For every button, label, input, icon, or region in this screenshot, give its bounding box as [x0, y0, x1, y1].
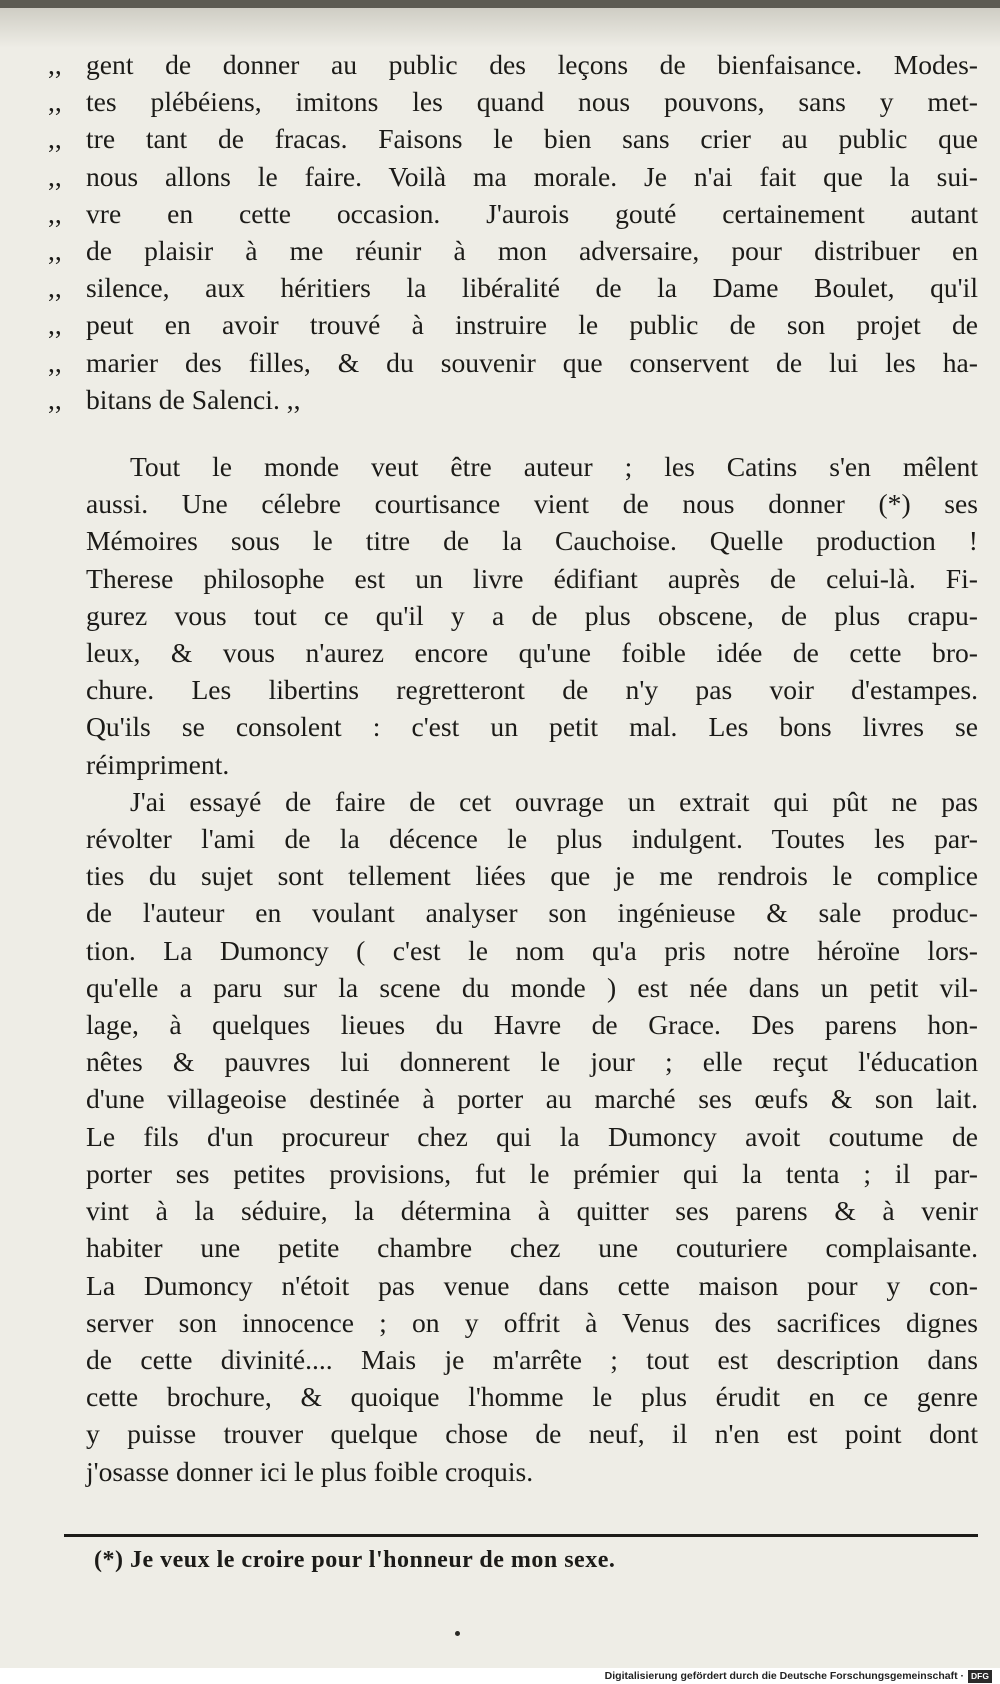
text-line: qu'elle a paru sur la scene du monde ) est née dans un petit vil-: [86, 971, 978, 1003]
quote-mark: ,,: [48, 86, 62, 118]
quote-line: [48, 83, 978, 120]
quote-line-text: de plaisir à me réunir à mon adversaire, pour distribuer en: [86, 235, 978, 267]
text-line: de cette divinité.... Mais je m'arrête ; tout est description dans: [86, 1343, 978, 1375]
quote-line-text: tre tant de fracas. Faisons le bien sans crier au public que: [86, 123, 978, 155]
footnote-rule: [64, 1534, 978, 1537]
quote-line: [48, 344, 978, 381]
paragraph-catins: [48, 448, 978, 783]
text-line: aussi. Une célebre courtisance vient de nous donner (*) ses: [86, 488, 978, 520]
quote-line: [48, 306, 978, 343]
quotation-block: [48, 46, 978, 418]
quote-mark: ,,: [48, 309, 62, 341]
quote-line-text: nous allons le faire. Voilà ma morale. Je n'ai fait que la sui-: [86, 160, 978, 192]
credit-text: Digitalisierung gefördert durch die Deutsche Forschungsgemeinschaft ·: [604, 1670, 965, 1682]
text-line: habiter une petite chambre chez une couturiere complaisante.: [86, 1232, 978, 1264]
text-line: tion. La Dumoncy ( c'est le nom qu'a pris notre héroïne lors-: [86, 934, 978, 966]
text-line: La Dumoncy n'étoit pas venue dans cette maison pour y con-: [86, 1269, 978, 1301]
quote-line: [48, 381, 978, 418]
text-line: gurez vous tout ce qu'il y a de plus obscene, de plus crapu-: [86, 599, 978, 631]
text-line: chure. Les libertins regretteront de n'y pas voir d'estampes.: [86, 674, 978, 706]
text-line: Le fils d'un procureur chez qui la Dumoncy avoit coutume de: [86, 1120, 978, 1152]
quote-mark: ,,: [48, 272, 62, 304]
text-line: d'une villageoise destinée à porter au marché ses œufs & son lait.: [86, 1083, 978, 1115]
page-body: [48, 46, 978, 1490]
text-line: Qu'ils se consolent : c'est un petit mal. Les bons livres se: [86, 711, 978, 743]
text-line: Mémoires sous le titre de la Cauchoise. Quelle production !: [86, 525, 978, 557]
text-line: server son innocence ; on y offrit à Venus des sacrifices dignes: [86, 1306, 978, 1338]
text-line: leux, & vous n'aurez encore qu'une foible idée de cette bro-: [86, 637, 978, 669]
text-line: Tout le monde veut être auteur ; les Catins s'en mêlent: [130, 451, 978, 483]
quote-mark: ,,: [48, 383, 62, 415]
footnote: (*) Je veux le croire pour l'honneur de mon sexe.: [94, 1547, 616, 1573]
text-line: de l'auteur en voulant analyser son ingénieuse & sale produc-: [86, 897, 978, 929]
text-line: j'osasse donner ici le plus foible croquis.: [86, 1455, 534, 1487]
quote-line-text: bitans de Salenci. ,,: [86, 383, 301, 415]
quote-line-text: gent de donner au public des leçons de bienfaisance. Modes-: [86, 49, 978, 80]
text-line: vint à la séduire, la détermina à quitter ses parens & à venir: [86, 1195, 978, 1227]
text-line: réimpriment.: [86, 748, 230, 780]
printer-mark-dot: [455, 1631, 460, 1636]
text-line: y puisse trouver quelque chose de neuf, il n'en est point dont: [86, 1418, 978, 1450]
text-line: J'ai essayé de faire de cet ouvrage un extrait qui pût ne pas: [130, 785, 978, 817]
quote-mark: ,,: [48, 160, 62, 192]
quote-mark: ,,: [48, 123, 62, 155]
quote-line-text: peut en avoir trouvé à instruire le public de son projet de: [86, 309, 978, 341]
text-line: cette brochure, & quoique l'homme le plus érudit en ce genre: [86, 1381, 978, 1413]
quote-line-text: tes plébéiens, imitons les quand nous pouvons, sans y met-: [86, 86, 978, 118]
quote-line-text: marier des filles, & du souvenir que conservent de lui les ha-: [86, 346, 978, 378]
quote-mark: ,,: [48, 235, 62, 267]
text-line: porter ses petites provisions, fut le prémier qui la tenta ; il par-: [86, 1157, 978, 1189]
digitization-credit: [0, 1668, 1000, 1684]
paragraph-gap: [48, 418, 978, 448]
paragraph-extrait: [48, 783, 978, 1490]
quote-line-text: silence, aux héritiers la libéralité de la Dame Boulet, qu'il: [86, 272, 978, 304]
quote-line-text: vre en cette occasion. J'aurois gouté certainement autant: [86, 197, 978, 229]
quote-line: [48, 46, 978, 83]
quote-line: [48, 120, 978, 157]
quote-line: [48, 232, 978, 269]
quote-line: [48, 269, 978, 306]
text-line: nêtes & pauvres lui donnerent le jour ; elle reçut l'éducation: [86, 1046, 978, 1078]
text-line: révolter l'ami de la décence le plus indulgent. Toutes les par-: [86, 823, 978, 855]
quote-mark: ,,: [48, 49, 62, 80]
text-line: Therese philosophe est un livre édifiant auprès de celui-là. Fi-: [86, 562, 978, 594]
quote-mark: ,,: [48, 197, 62, 229]
quote-line: [48, 158, 978, 195]
text-line: lage, à quelques lieues du Havre de Grace. Des parens hon-: [86, 1009, 978, 1041]
quote-mark: ,,: [48, 346, 62, 378]
text-line: ties du sujet sont tellement liées que je me rendrois le complice: [86, 860, 978, 892]
quote-line: [48, 195, 978, 232]
dfg-logo: DFG: [968, 1670, 992, 1683]
